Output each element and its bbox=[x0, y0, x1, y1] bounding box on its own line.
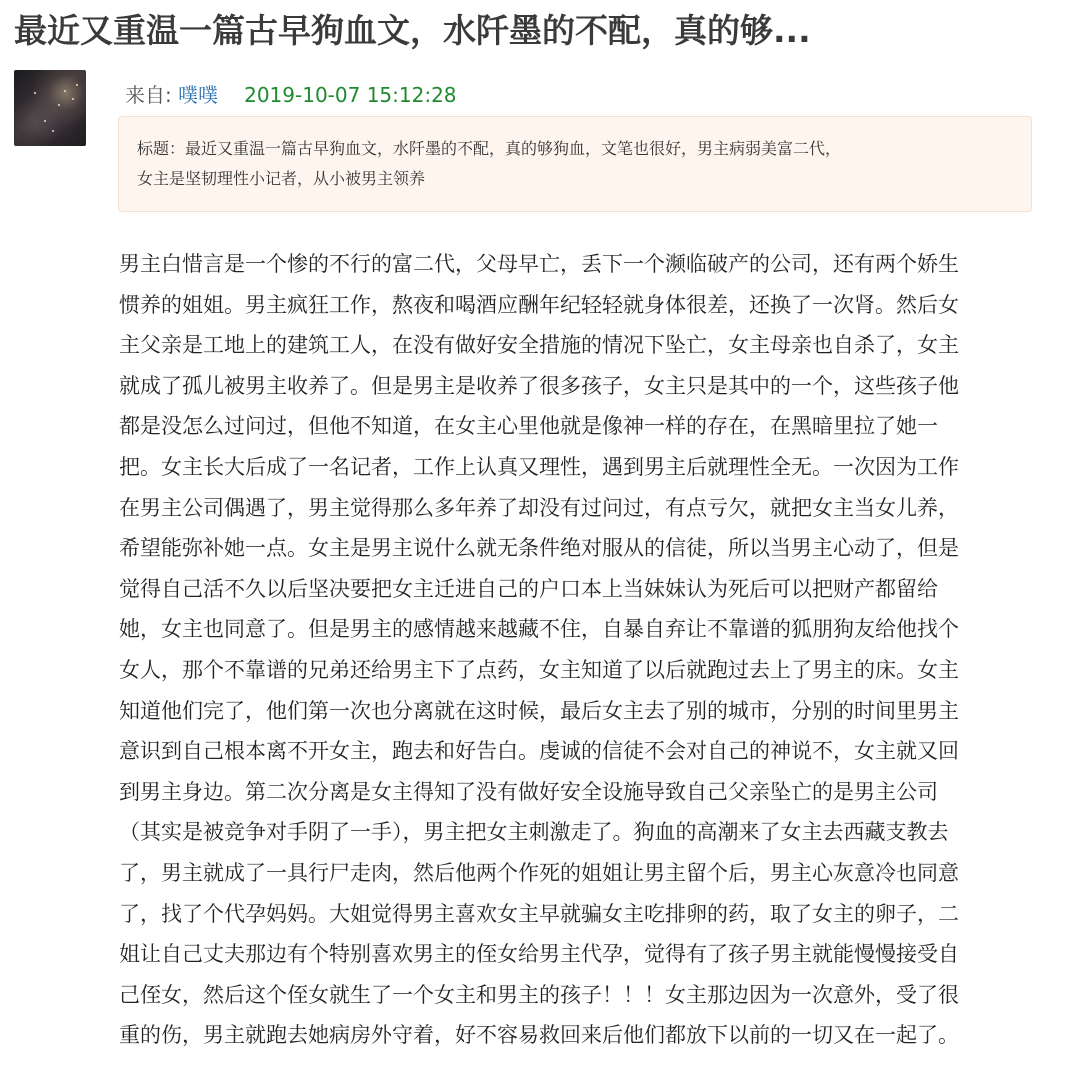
body-line: 主父亲是工地上的建筑工人，在没有做好安全措施的情况下坠亡，女主母亲也自杀了，女主 bbox=[119, 333, 959, 358]
body-line: 觉得自己活不久以后坚决要把女主迁进自己的户口本上当妹妹认为死后可以把财产都留给 bbox=[119, 576, 938, 601]
body-line: 己侄女，然后这个侄女就生了一个女主和男主的孩子！！！女主那边因为一次意外，受了很 bbox=[119, 982, 959, 1007]
body-line: 了，男主就成了一具行尸走肉，然后他两个作死的姐姐让男主留个后，男主心灰意冷也同意 bbox=[119, 860, 959, 885]
author-link[interactable]: 噗噗 bbox=[178, 83, 219, 107]
body-line: 惯养的姐姐。男主疯狂工作，熬夜和喝酒应酬年纪轻轻就身体很差，还换了一次肾。然后女 bbox=[119, 292, 959, 317]
body-line: （其实是被竞争对手阴了一手），男主把女主刺激走了。狗血的高潮来了女主去西藏支教去 bbox=[119, 820, 949, 845]
body-line: 姐让自己丈夫那边有个特别喜欢男主的侄女给男主代孕，觉得有了孩子男主就能慢慢接受自 bbox=[119, 942, 959, 967]
summary-box bbox=[118, 116, 1032, 212]
page-title: 最近又重温一篇古早狗血文，水阡墨的不配，真的够... bbox=[14, 11, 811, 50]
body-line: 男主白惜言是一个惨的不行的富二代，父母早亡，丢下一个濒临破产的公司，还有两个娇生 bbox=[119, 252, 959, 276]
body-line: 意识到自己根本离不开女主，跑去和好告白。虔诚的信徒不会对自己的神说不，女主就又回 bbox=[119, 739, 959, 764]
summary-line: 标题：最近又重温一篇古早狗血文，水阡墨的不配，真的够狗血，文笔也很好，男主病弱美富二代， bbox=[137, 139, 842, 158]
body-line: 把。女主长大后成了一名记者，工作上认真又理性，遇到男主后就理性全无。一次因为工作 bbox=[119, 454, 959, 479]
body-line: 了，找了个代孕妈妈。大姐觉得男主喜欢女主早就骗女主吃排卵的药，取了女主的卵子，二 bbox=[119, 901, 959, 926]
body-line: 女人，那个不靠谱的兄弟还给男主下了点药，女主知道了以后就跑过去上了男主的床。女主 bbox=[119, 657, 959, 682]
body-line: 知道他们完了，他们第一次也分离就在这时候，最后女主去了别的城市，分别的时间里男主 bbox=[119, 698, 959, 723]
body-line: 到男主身边。第二次分离是女主得知了没有做好安全设施导致自己父亲坠亡的是男主公司 bbox=[119, 779, 938, 804]
summary-line: 女主是坚韧理性小记者，从小被男主领养 bbox=[137, 169, 426, 188]
post-meta bbox=[125, 80, 457, 110]
body-line: 就成了孤儿被男主收养了。但是男主是收养了很多孩子，女主只是其中的一个，这些孩子他 bbox=[119, 373, 959, 398]
body-line: 重的伤，男主就跑去她病房外守着，好不容易救回来后他们都放下以前的一切又在一起了。 bbox=[119, 1023, 959, 1048]
body-line: 在男主公司偶遇了，男主觉得那么多年养了却没有过问过，有点亏欠，就把女主当女儿养， bbox=[119, 495, 959, 520]
body-line: 希望能弥补她一点。女主是男主说什么就无条件绝对服从的信徒，所以当男主心动了，但是 bbox=[119, 536, 959, 561]
from-label: 来自: bbox=[125, 83, 179, 107]
body-line: 她，女主也同意了。但是男主的感情越来越藏不住，自暴自弃让不靠谱的狐朋狗友给他找个 bbox=[119, 617, 959, 642]
avatar[interactable] bbox=[14, 70, 86, 146]
post-timestamp: 2019-10-07 15:12:28 bbox=[244, 83, 457, 107]
body-line: 都是没怎么过问过，但他不知道，在女主心里他就是像神一样的存在，在黑暗里拉了她一 bbox=[119, 414, 938, 439]
post-body bbox=[119, 244, 1069, 1056]
